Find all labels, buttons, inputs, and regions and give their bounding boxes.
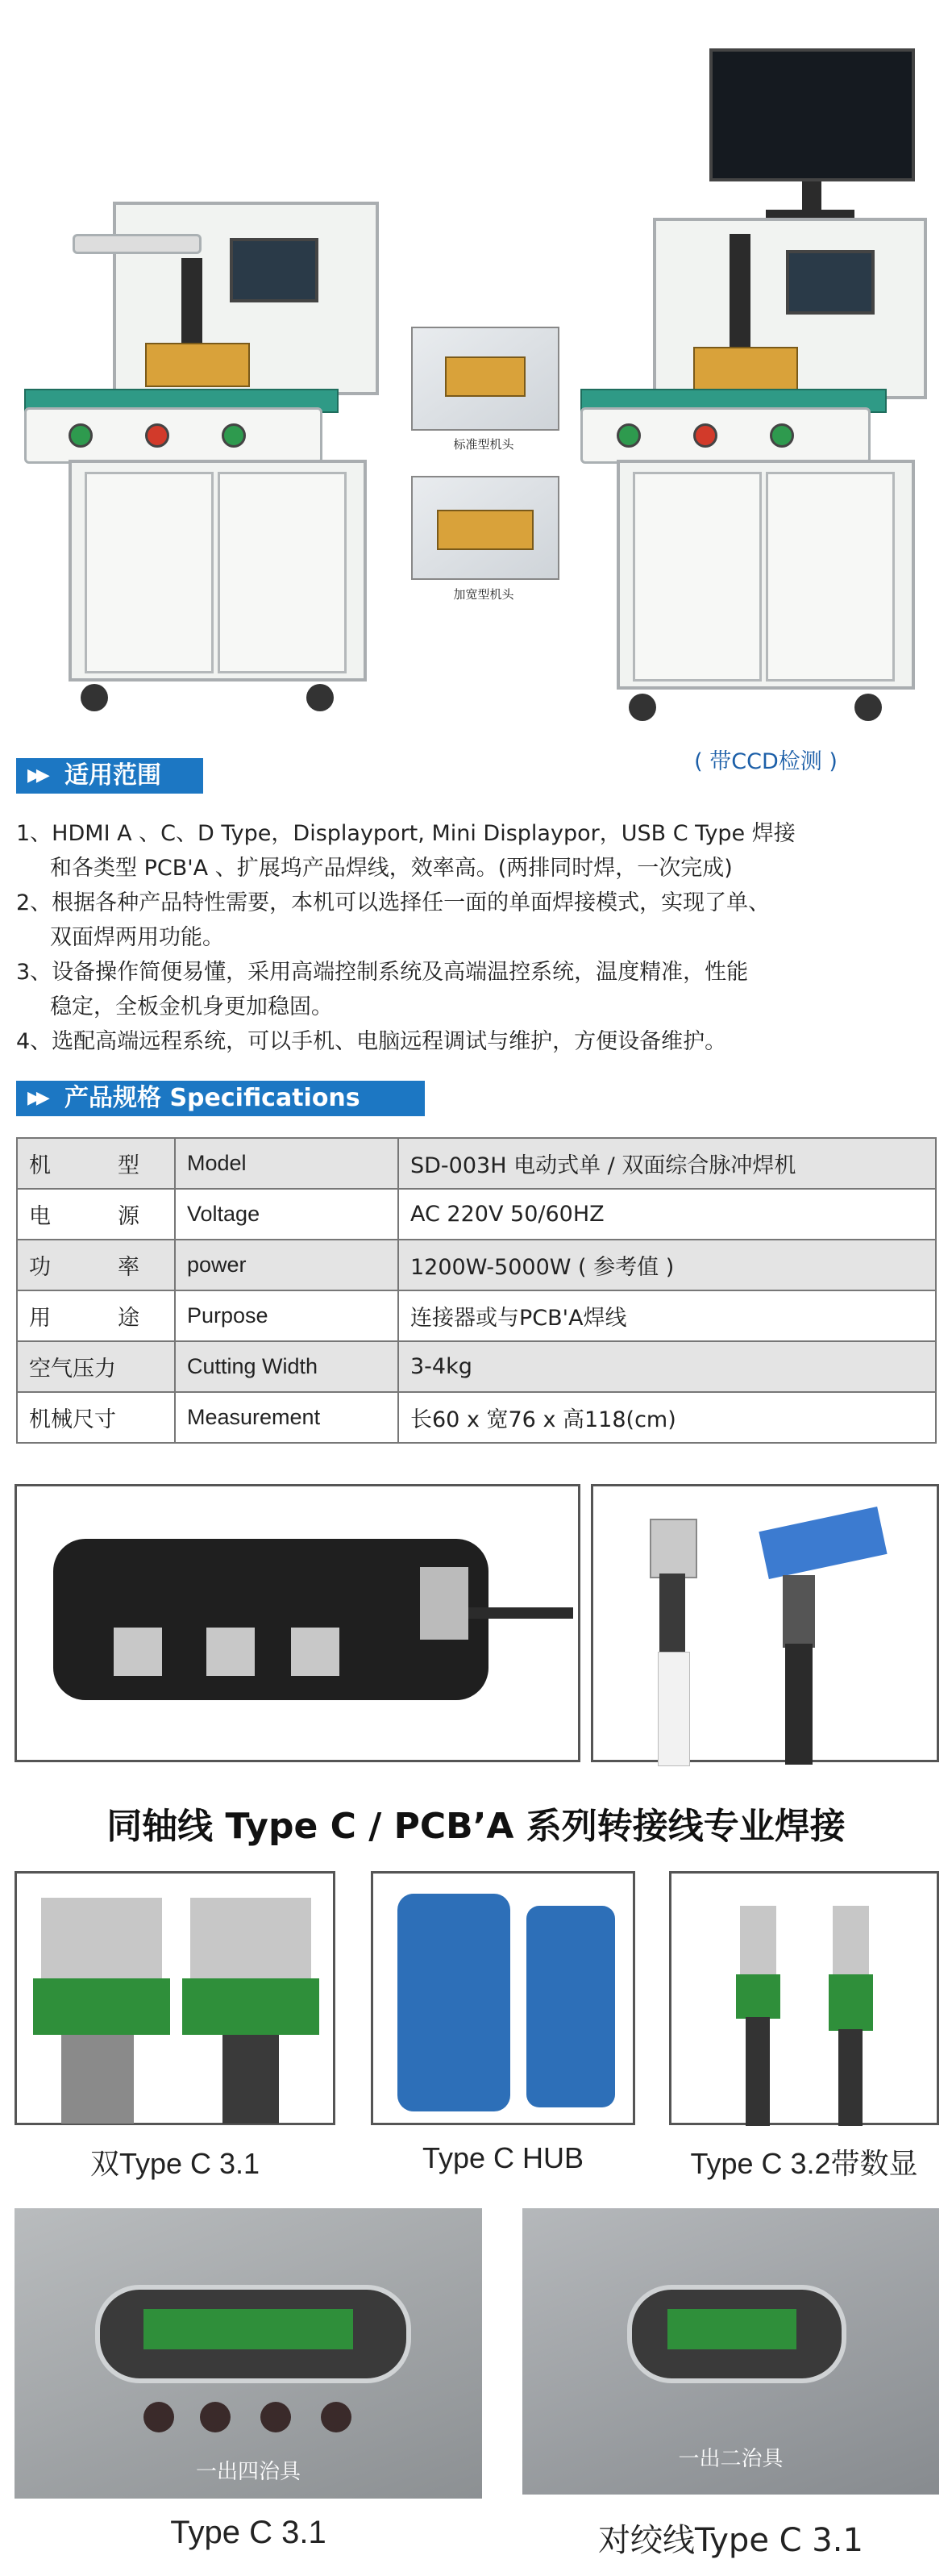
jig-four-photo [15,2208,482,2499]
specs-heading [16,1081,425,1116]
jig-two-photo [522,2208,939,2495]
head-standard-label: 标准型机头 [453,437,514,452]
table-row [17,1138,936,1189]
spec-en: Cutting Width [175,1341,398,1392]
caption-dual-typec: 双Type C 3.1 [89,2147,260,2180]
spec-cn: 功 率 [17,1240,175,1290]
head-wide-photo [411,476,559,580]
jig-four-label: 一出四治具 [195,2460,301,2484]
spec-en: Purpose [175,1290,398,1341]
hub-board-photo [15,1484,580,1762]
table-row [17,1392,936,1443]
scope-line: 4、选配高端远程系统，可以手机、电脑远程调试与维护，方便设备维护。 [16,1029,727,1054]
spec-cn: 机 型 [17,1138,175,1189]
spec-table [16,1137,937,1444]
spec-value: 1200W-5000W ( 参考值 ) [398,1240,936,1290]
caption-typec-hub: Type C HUB [422,2141,584,2174]
scope-line: 和各类型 PCB'A 、扩展坞产品焊线，效率高。(两排同时焊，一次完成) [50,856,733,881]
caption-typec32: Type C 3.2带数显 [690,2147,918,2180]
dual-typec-photo [15,1871,335,2125]
spec-value: SD-003H 电动式单 / 双面综合脉冲焊机 [398,1138,936,1189]
spec-value: 连接器或与PCB'A焊线 [398,1290,936,1341]
cable-connector-photo [591,1484,939,1762]
caption-twisted-typec31: 对绞线Type C 3.1 [598,2522,863,2559]
scope-heading [16,758,203,794]
spec-cn: 用 途 [17,1290,175,1341]
scope-line: 3、设备操作简便易懂，采用高端控制系统及高端温控系统，温度精准，性能 [16,960,749,985]
spec-value: AC 220V 50/60HZ [398,1189,936,1240]
scope-line: 2、根据各种产品特性需要，本机可以选择任一面的单面焊接模式，实现了单、 [16,890,771,915]
banner-title: 同轴线 Type C / PCB’A 系列转接线专业焊接 [106,1806,846,1847]
spec-value: 3-4kg [398,1341,936,1392]
spec-en: Voltage [175,1189,398,1240]
double-chevron-icon: ▶▶ [27,765,45,786]
scope-line: 双面焊两用功能。 [50,925,224,950]
specs-heading-text: 产品规格 Specifications [64,1084,360,1112]
typec32-display-photo [669,1871,939,2125]
table-row [17,1189,936,1240]
spec-en: power [175,1240,398,1290]
scope-line: 1、HDMI A 、C、D Type，Displayport, Mini Displaypor，USB C Type 焊接 [16,821,796,846]
spec-cn: 机械尺寸 [17,1392,175,1443]
table-row [17,1240,936,1290]
ccd-note: ( 带CCD检测 ) [694,749,838,774]
scope-line: 稳定，全板金机身更加稳固。 [50,994,333,1019]
spec-cn: 空气压力 [17,1341,175,1392]
machine-left [24,202,387,726]
spec-value: 长60 x 宽76 x 高118(cm) [398,1392,936,1443]
spec-en: Model [175,1138,398,1189]
machine-right [580,48,935,726]
caption-typec31: Type C 3.1 [170,2515,326,2550]
scope-list [16,816,935,1059]
head-standard-photo [411,327,559,431]
scope-heading-text: 适用范围 [64,761,161,790]
table-row [17,1290,936,1341]
spec-cn: 电 源 [17,1189,175,1240]
table-row [17,1341,936,1392]
double-chevron-icon: ▶▶ [27,1088,45,1108]
typec-hub-photo [371,1871,635,2125]
spec-en: Measurement [175,1392,398,1443]
jig-two-label: 一出二治具 [678,2447,784,2471]
head-wide-label: 加宽型机头 [453,587,514,602]
